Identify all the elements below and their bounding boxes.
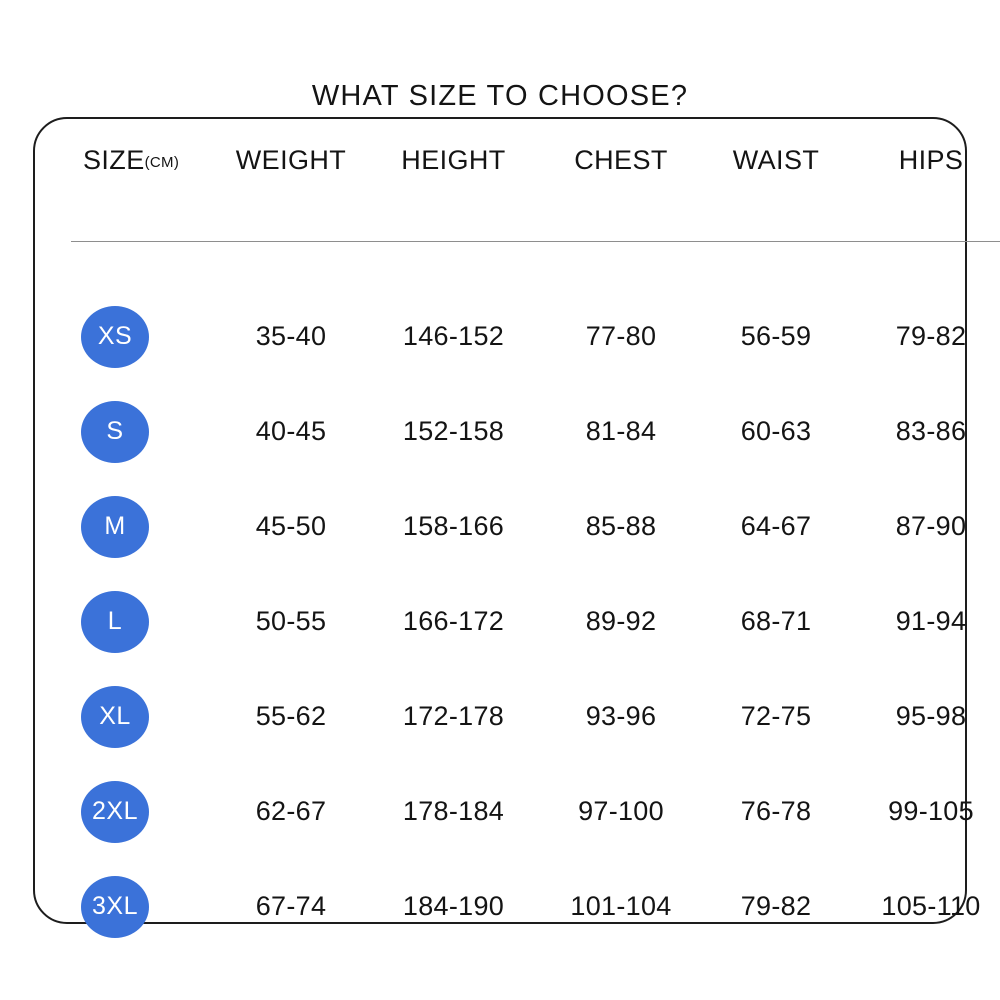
- cell-waist: 76-78: [740, 796, 812, 826]
- size-badge-cell: [71, 479, 216, 574]
- cell-hips: 83-86: [895, 416, 967, 446]
- cell-chest: 81-84: [585, 416, 657, 446]
- table-row: [71, 859, 1000, 954]
- cell-chest: 85-88: [585, 511, 657, 541]
- cell-height: 166-172: [402, 606, 505, 636]
- cell-hips: 99-105: [888, 796, 974, 826]
- cell-hips: 105-110: [881, 891, 981, 921]
- cell-height: 158-166: [402, 511, 505, 541]
- size-badge-cell: [71, 859, 216, 954]
- cell-chest: 97-100: [578, 796, 664, 826]
- size-badge: S: [81, 401, 149, 463]
- cell-waist: 64-67: [740, 511, 812, 541]
- size-chart-table-container: [33, 117, 981, 924]
- cell-height: 172-178: [402, 701, 505, 731]
- column-header-hips: HIPS: [898, 145, 964, 175]
- cell-waist: 79-82: [740, 891, 812, 921]
- cell-hips: 87-90: [895, 511, 967, 541]
- header-divider-cell: [71, 194, 1000, 289]
- cell-height: 146-152: [402, 321, 505, 351]
- cell-weight: 45-50: [255, 511, 327, 541]
- cell-waist: 72-75: [740, 701, 812, 731]
- table-row: [71, 384, 1000, 479]
- cell-height: 152-158: [402, 416, 505, 446]
- cell-weight: 40-45: [255, 416, 327, 446]
- cell-waist: 68-71: [740, 606, 812, 636]
- size-badge: 3XL: [81, 876, 149, 938]
- size-badge: L: [81, 591, 149, 653]
- column-header-size: [71, 139, 216, 194]
- cell-weight: 55-62: [255, 701, 327, 731]
- cell-height: 178-184: [402, 796, 505, 826]
- table-row: [71, 764, 1000, 859]
- cell-hips: 79-82: [895, 321, 967, 351]
- size-badge: 2XL: [81, 781, 149, 843]
- size-chart-table: [71, 139, 1000, 954]
- table-header-row: [71, 139, 1000, 194]
- column-header-chest: CHEST: [574, 145, 668, 175]
- header-divider-row: [71, 194, 1000, 289]
- header-divider: [71, 241, 1000, 242]
- cell-chest: 89-92: [585, 606, 657, 636]
- table-row: [71, 479, 1000, 574]
- column-header-waist: WAIST: [732, 145, 820, 175]
- cell-waist: 60-63: [740, 416, 812, 446]
- size-badge: M: [81, 496, 149, 558]
- cell-weight: 50-55: [255, 606, 327, 636]
- size-badge-cell: [71, 574, 216, 669]
- cell-weight: 35-40: [255, 321, 327, 351]
- size-badge: XL: [81, 686, 149, 748]
- size-badge: XS: [81, 306, 149, 368]
- page-title-text: WHAT SIZE TO CHOOSE?: [296, 80, 704, 113]
- column-header-weight: WEIGHT: [235, 145, 347, 175]
- size-badge-cell: [71, 289, 216, 384]
- cell-hips: 95-98: [895, 701, 967, 731]
- cell-chest: 101-104: [570, 891, 672, 921]
- page-title: [0, 80, 1000, 113]
- cell-chest: 93-96: [585, 701, 657, 731]
- cell-hips: 91-94: [895, 606, 967, 636]
- size-badge-cell: [71, 669, 216, 764]
- size-badge-cell: [71, 384, 216, 479]
- table-row: [71, 574, 1000, 669]
- cell-weight: 67-74: [255, 891, 327, 921]
- cell-chest: 77-80: [585, 321, 657, 351]
- table-row: [71, 289, 1000, 384]
- column-header-height: HEIGHT: [401, 145, 506, 175]
- size-badge-cell: [71, 764, 216, 859]
- column-header-size-label: SIZE: [83, 145, 145, 175]
- cell-weight: 62-67: [255, 796, 327, 826]
- cell-height: 184-190: [402, 891, 505, 921]
- cell-waist: 56-59: [740, 321, 812, 351]
- table-row: [71, 669, 1000, 764]
- column-header-size-unit: (CM): [144, 154, 180, 171]
